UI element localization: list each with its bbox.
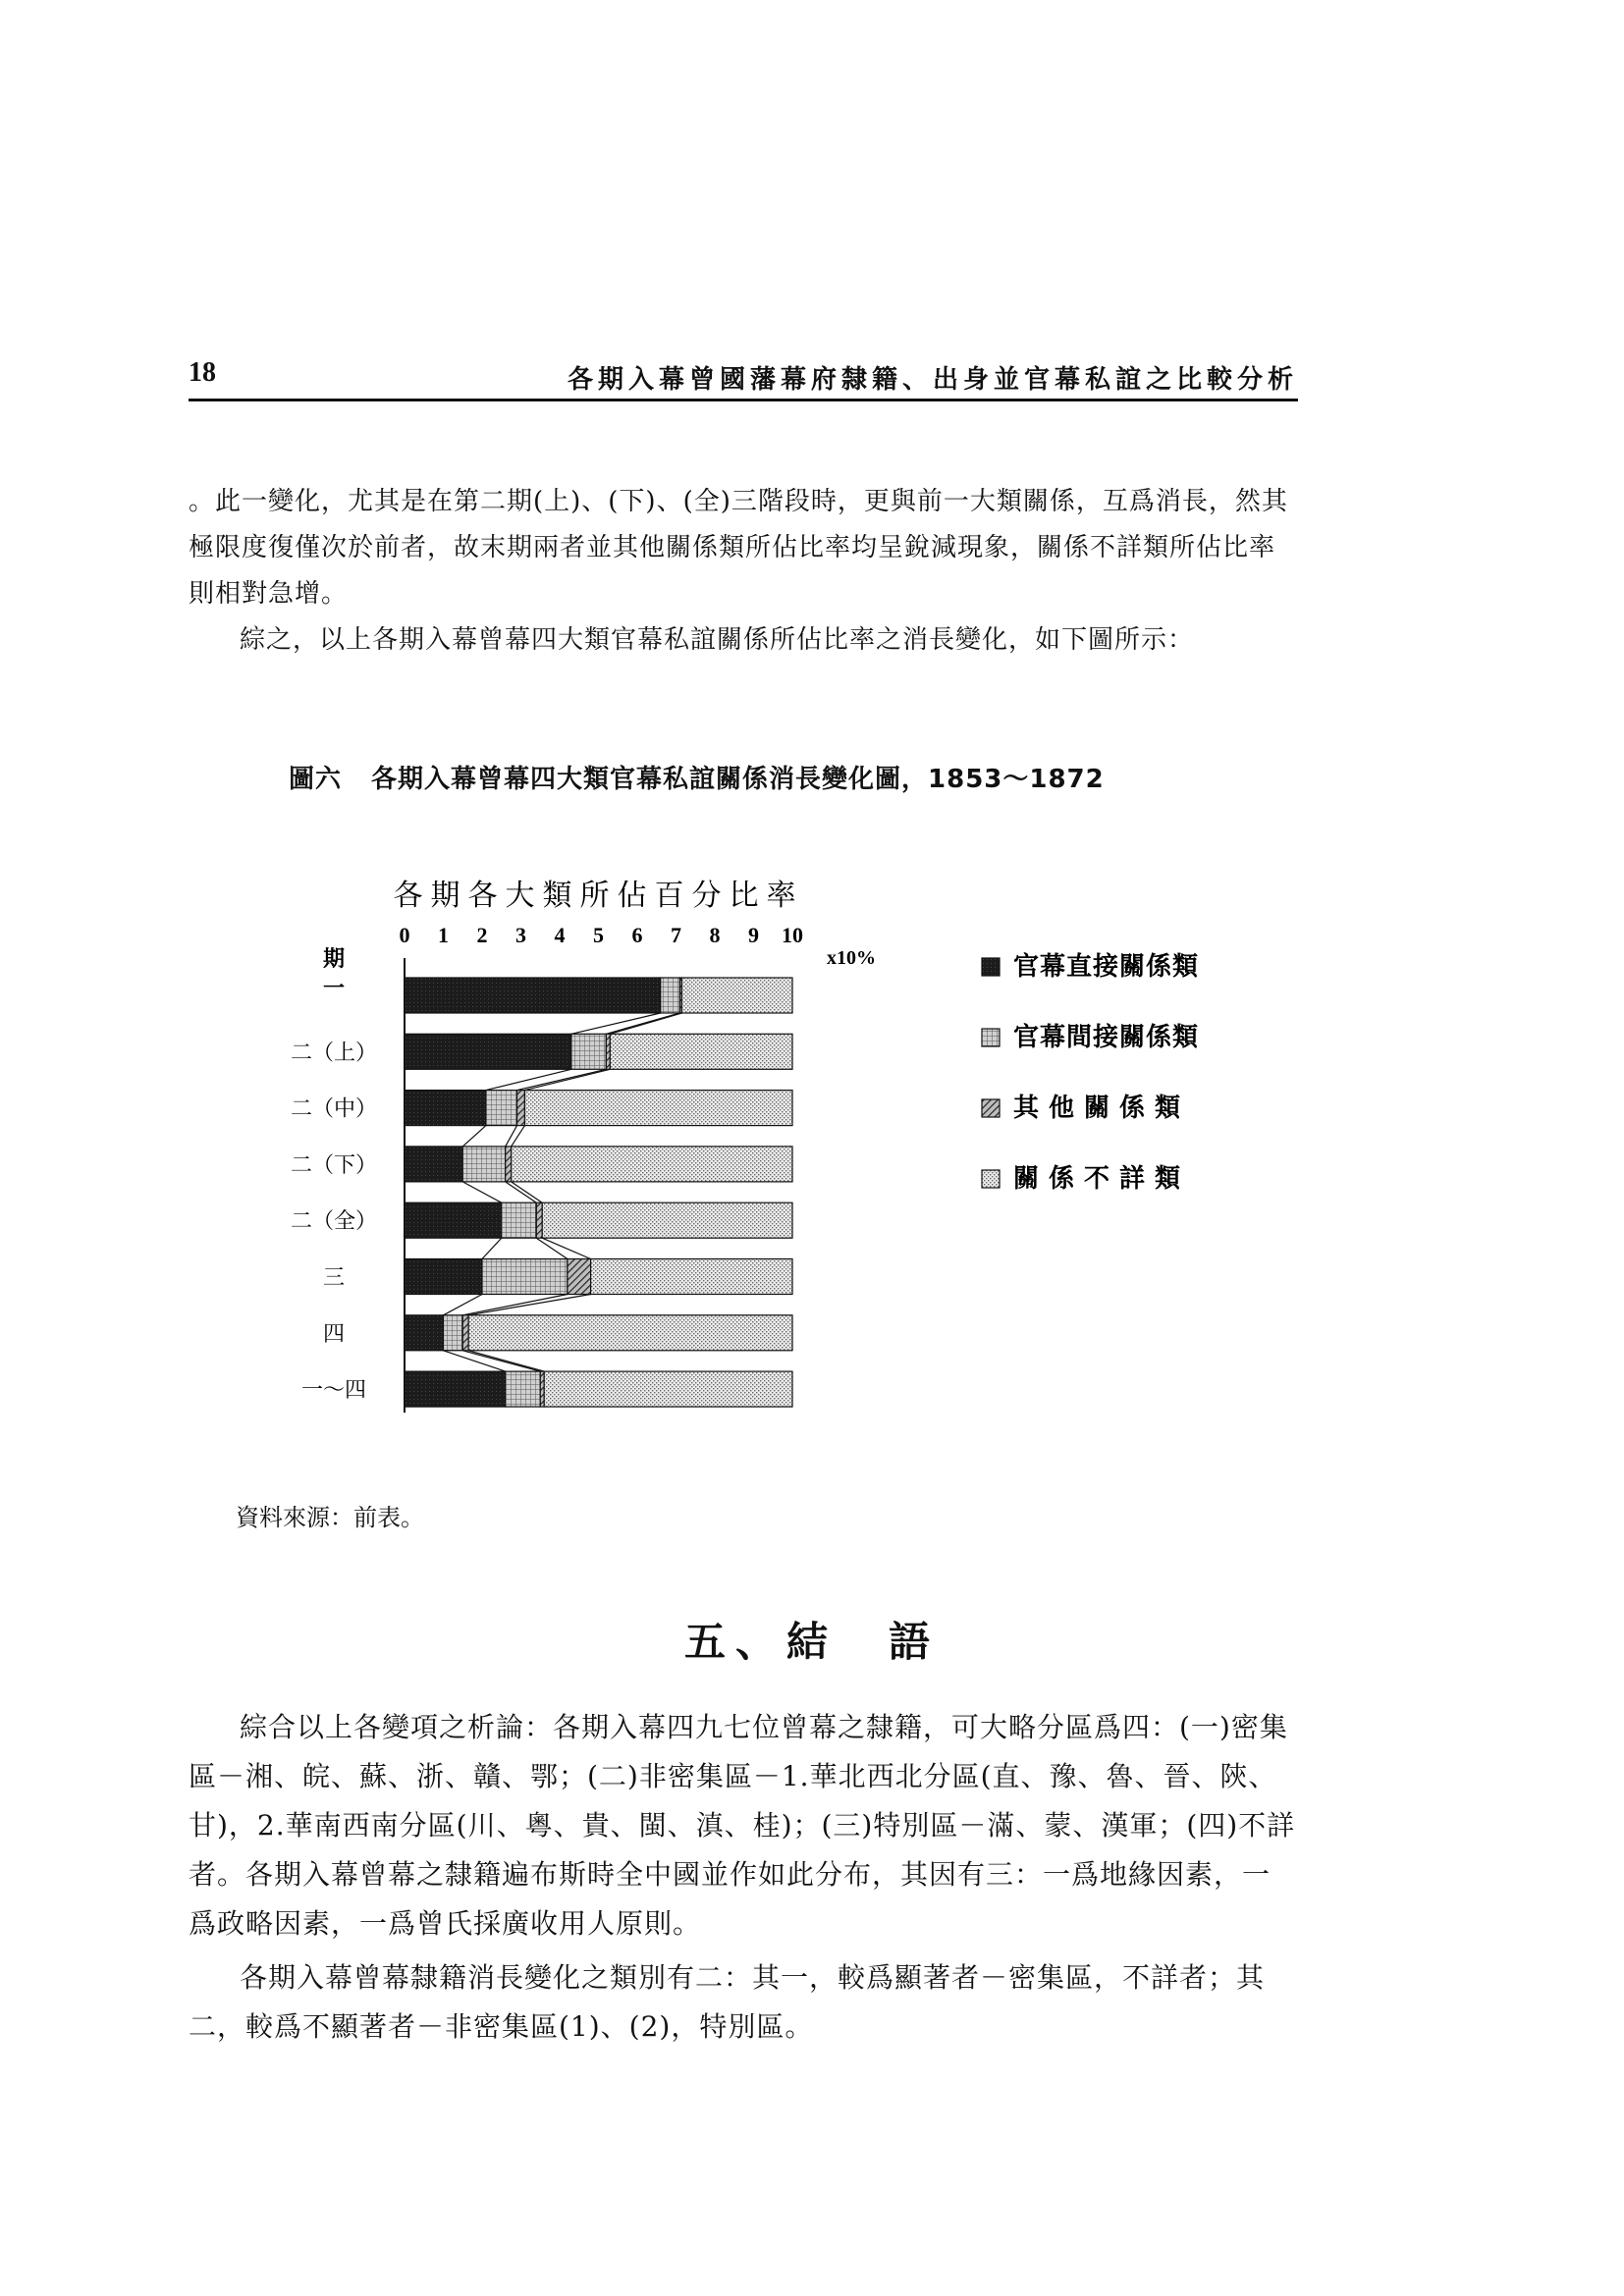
x-tick-label: 2 xyxy=(476,923,488,947)
x-tick-label: 8 xyxy=(709,923,721,947)
bar-segment xyxy=(405,1091,486,1126)
legend-label: 官幕直接關係類 xyxy=(1013,952,1200,982)
legend-swatch xyxy=(982,958,1000,976)
bar-segment xyxy=(681,978,792,1013)
x-tick-label: 7 xyxy=(671,923,681,947)
bar-segment xyxy=(544,1371,792,1407)
bar-segment xyxy=(462,1315,468,1351)
bar-segment xyxy=(444,1315,463,1351)
legend-swatch xyxy=(982,1170,1000,1188)
series-connector-line xyxy=(524,1069,610,1090)
category-label: 二（上） xyxy=(290,1041,378,1066)
x-tick-label: 6 xyxy=(631,923,643,947)
bar-segment xyxy=(405,1259,482,1295)
series-connector-line xyxy=(482,1238,502,1258)
header-rule xyxy=(189,399,1298,401)
bar-segment xyxy=(591,1259,792,1295)
bar-segment xyxy=(610,1034,792,1069)
bar-segment xyxy=(462,1147,505,1182)
bar-segment xyxy=(405,1147,462,1182)
series-connector-line xyxy=(462,1182,502,1202)
x-tick-label: 3 xyxy=(515,923,526,947)
page-number: 18 xyxy=(189,357,216,388)
x-tick-label: 5 xyxy=(593,923,604,947)
x-tick-label: 9 xyxy=(748,923,759,947)
series-connector-line xyxy=(506,1126,517,1147)
legend-label: 其他關係類 xyxy=(1013,1094,1191,1123)
x-tick-label: 10 xyxy=(782,923,803,947)
category-label: 二（中） xyxy=(290,1096,378,1122)
x-axis-unit-label: x10% xyxy=(827,947,876,969)
bar-segment xyxy=(468,1315,792,1351)
series-connector-line xyxy=(468,1351,544,1371)
series-connector-line xyxy=(536,1238,568,1258)
bar-segment xyxy=(506,1147,512,1182)
series-connector-line xyxy=(512,1182,543,1202)
legend-swatch xyxy=(982,1029,1000,1046)
category-label: 期 xyxy=(322,947,346,972)
figure-caption-text: 各期入幕曾幕四大類官幕私誼關係消長變化圖，1853～1872 xyxy=(371,765,1105,794)
conclusion-paragraph-1: 綜合以上各變項之析論：各期入幕四九七位曾幕之隸籍，可大略分區爲四：(一)密集區－湘、皖、蘇、浙、贛、鄂；(二)非密集區－1.華北西北分區(直、豫、魯、晉、陝、甘)，2.華南西南分區(川、粵、貴、閩、滇、桂)；(三)特別區－滿、蒙、漢軍；(四)不詳者。各期入幕曾幕之隸籍遍布斯時全中國並作如此分布，其因有三：一爲地緣因素，一爲政略因素，一爲曾氏採廣收用人原則。 xyxy=(189,1711,1296,1940)
bar-segment xyxy=(661,978,680,1013)
bar-segment xyxy=(405,1315,444,1351)
bar-segment xyxy=(571,1034,607,1069)
body-paragraph-2: 綜之，以上各期入幕曾幕四大類官幕私誼關係所佔比率之消長變化，如下圖所示： xyxy=(240,625,1195,655)
x-tick-label: 0 xyxy=(399,923,410,947)
section-title: 五、結 語 xyxy=(683,1618,940,1666)
category-label: 一～四 xyxy=(300,1378,367,1404)
body-paragraph-1: 。此一變化，尤其是在第二期(上)、(下)、(全)三階段時，更與前一大類關係，互爲消長，然其極限度復僅次於前者，故末期兩者並其他關係類所佔比率均呈銳減現象，關係不詳類所佔比率則相對急增。 xyxy=(189,487,1288,609)
series-connector-line xyxy=(462,1126,486,1147)
figure-label: 圖六 xyxy=(289,765,343,794)
legend-label: 關係不詳類 xyxy=(1013,1164,1191,1194)
bar-segment xyxy=(405,978,661,1013)
bar-segment xyxy=(405,1034,571,1069)
category-label: 二（下） xyxy=(290,1152,378,1178)
category-label: 三 xyxy=(322,1265,346,1291)
series-connector-line xyxy=(512,1126,525,1147)
source-note: 資料來源：前表。 xyxy=(236,1504,424,1531)
category-label: 二（全） xyxy=(290,1209,378,1235)
running-title: 各期入幕曾國藩幕府隸籍、出身並官幕私誼之比較分析 xyxy=(567,365,1298,395)
bar-segment xyxy=(502,1202,537,1238)
bar-segment xyxy=(542,1202,792,1238)
x-tick-label: 1 xyxy=(438,923,449,947)
bar-segment xyxy=(517,1091,525,1126)
legend-swatch xyxy=(982,1099,1000,1117)
chart-title: 各期各大類所佔百分比率 xyxy=(393,879,804,913)
category-label: 一 xyxy=(322,977,346,1001)
bar-segment xyxy=(405,1371,506,1407)
bar-segment xyxy=(405,1202,502,1238)
bar-segment xyxy=(506,1371,541,1407)
bar-segment xyxy=(536,1202,542,1238)
figure-caption xyxy=(289,759,1105,795)
bar-segment xyxy=(482,1259,568,1295)
series-connector-line xyxy=(462,1295,568,1315)
stacked-bar-chart xyxy=(275,864,1218,1433)
series-connector-line xyxy=(506,1182,537,1202)
series-connector-line xyxy=(468,1295,590,1315)
bar-segment xyxy=(524,1091,792,1126)
bar-segment xyxy=(512,1147,792,1182)
page-header xyxy=(189,349,1298,400)
series-connector-line xyxy=(542,1238,590,1258)
x-tick-label: 4 xyxy=(554,923,566,947)
category-label: 四 xyxy=(322,1321,346,1347)
conclusion-paragraph-2: 各期入幕曾幕隸籍消長變化之類別有二：其一，較爲顯著者－密集區，不詳者；其二，較爲不顯著者－非密集區(1)、(2)，特別區。 xyxy=(189,1961,1266,2043)
bar-segment xyxy=(486,1091,517,1126)
legend-label: 官幕間接關係類 xyxy=(1013,1023,1200,1052)
bar-segment xyxy=(568,1259,591,1295)
